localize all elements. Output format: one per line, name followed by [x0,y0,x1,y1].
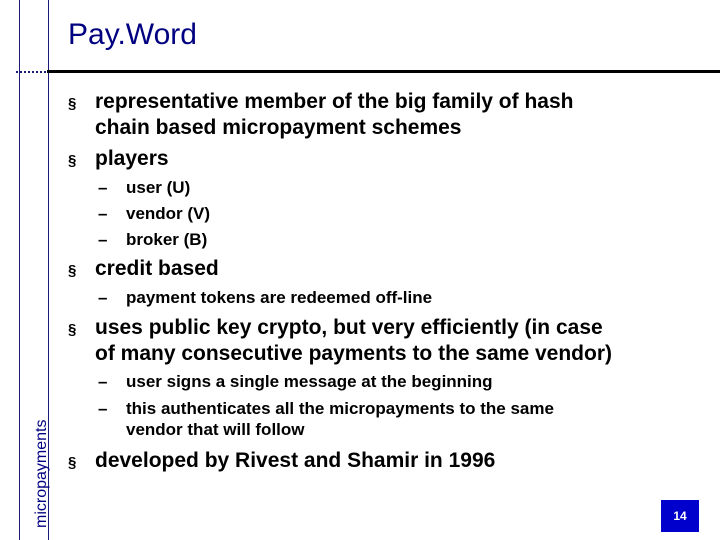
sub-bullet-text: vendor that will follow [126,420,305,439]
bullet-marker: § [68,152,77,169]
bullet-marker: § [68,95,77,112]
slide-title: Pay.Word [68,18,197,51]
sub-bullet-text: user (U) [126,178,191,197]
bullet-marker: § [68,454,77,471]
sub-bullet-text: vendor (V) [126,204,211,223]
bullet-marker: § [68,321,77,338]
bullet-marker: § [68,262,77,279]
bullet-text: developed by Rivest and Shamir in 1996 [95,449,496,472]
page-number-badge: 14 [661,500,699,532]
sub-marker: – [98,399,108,418]
bullet-text: players [95,147,169,170]
bullet-text: uses public key crypto, but very efficiently (in case [95,316,603,339]
sub-marker: – [98,288,108,307]
sub-marker: – [98,178,108,197]
sub-marker: – [98,372,108,391]
sub-marker: – [98,230,108,249]
bullet-text: of many consecutive payments to the same vendor) [95,342,612,365]
side-label: micropayments [33,419,50,528]
bullet-text: representative member of the big family of hash [95,90,574,113]
sub-bullet-text: payment tokens are redeemed off-line [126,288,433,307]
title-rule-dots [16,71,46,73]
sub-marker: – [98,204,108,223]
title-rule [47,70,720,73]
sub-bullet-text: user signs a single message at the beginning [126,372,493,391]
sub-bullet-text: broker (B) [126,230,208,249]
bullet-text: chain based micropayment schemes [95,116,462,139]
sub-bullet-text: this authenticates all the micropayments to the same [126,399,554,418]
bullet-text: credit based [95,257,219,280]
